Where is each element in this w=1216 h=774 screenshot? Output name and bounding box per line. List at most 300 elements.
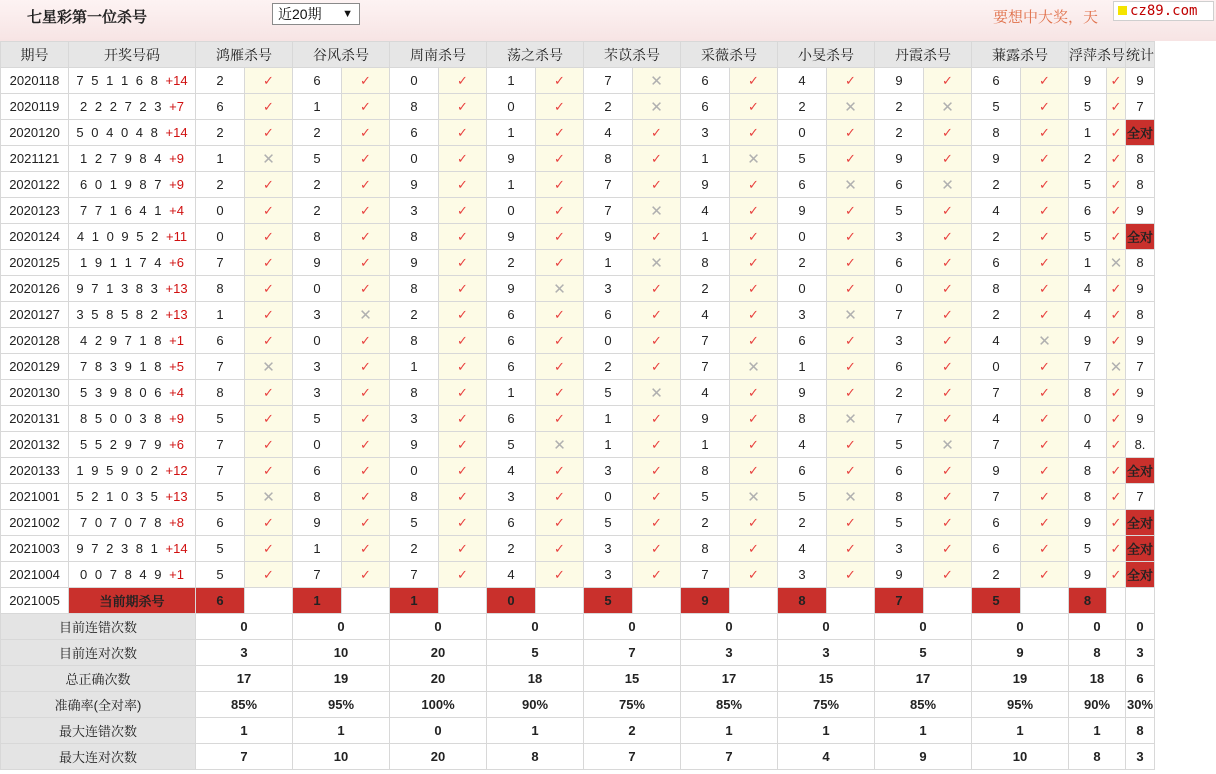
draw-numbers-cell — [69, 276, 196, 302]
kill-number-cell: 8 — [1069, 458, 1107, 484]
check-icon: ✓ — [1110, 540, 1122, 556]
kill-number-table — [0, 41, 1155, 770]
result-mark-cell — [633, 120, 681, 146]
result-mark-cell — [342, 328, 390, 354]
period-cell: 2021002 — [1, 510, 69, 536]
stat-value: 7 — [584, 744, 681, 770]
result-mark-cell — [245, 380, 293, 406]
draw-sum: +4 — [169, 203, 184, 218]
check-icon: ✓ — [457, 228, 468, 244]
draw-digits: 5 5 2 9 7 9 — [80, 437, 164, 452]
cross-icon: ✕ — [1109, 358, 1123, 376]
kill-number-cell: 9 — [390, 250, 439, 276]
check-icon: ✓ — [748, 228, 759, 244]
stat-value: 4 — [778, 744, 875, 770]
kill-number-cell: 6 — [778, 172, 827, 198]
draw-numbers-cell — [69, 458, 196, 484]
kill-number-cell: 9 — [972, 146, 1021, 172]
result-mark-cell — [536, 120, 584, 146]
kill-number-cell: 9 — [1069, 68, 1107, 94]
check-icon: ✓ — [263, 202, 274, 218]
check-icon: ✓ — [457, 566, 468, 582]
result-mark-cell — [536, 510, 584, 536]
kill-number-cell: 2 — [972, 172, 1021, 198]
check-icon: ✓ — [263, 72, 274, 88]
kill-number-cell: 5 — [293, 146, 342, 172]
result-mark-cell — [536, 198, 584, 224]
kill-number-cell: 6 — [875, 250, 924, 276]
result-mark-cell — [439, 94, 487, 120]
draw-sum: +1 — [169, 333, 184, 348]
check-icon: ✓ — [748, 540, 759, 556]
kill-number-cell: 5 — [487, 432, 536, 458]
check-icon: ✓ — [748, 306, 759, 322]
kill-number-cell: 0 — [778, 120, 827, 146]
kill-number-cell: 5 — [875, 510, 924, 536]
kill-number-cell: 6 — [487, 510, 536, 536]
result-mark-cell — [342, 484, 390, 510]
kill-number-cell: 6 — [972, 536, 1021, 562]
stat-value: 90% — [1069, 692, 1126, 718]
kill-number-cell: 0 — [487, 94, 536, 120]
draw-numbers-cell — [69, 94, 196, 120]
draw-digits: 5 3 9 8 0 6 — [80, 385, 164, 400]
check-icon: ✓ — [457, 410, 468, 426]
result-mark-cell — [1021, 250, 1069, 276]
check-icon: ✓ — [1039, 514, 1050, 530]
check-icon: ✓ — [263, 332, 274, 348]
result-mark-cell — [536, 354, 584, 380]
result-mark-cell — [439, 198, 487, 224]
check-icon: ✓ — [1110, 488, 1122, 504]
current-empty-cell — [1107, 588, 1126, 614]
check-icon: ✓ — [360, 280, 371, 296]
draw-numbers-cell — [69, 432, 196, 458]
stat-cell: 8. — [1126, 432, 1155, 458]
result-mark-cell — [730, 432, 778, 458]
kill-number-cell: 6 — [293, 68, 342, 94]
table-row — [1, 146, 1155, 172]
cross-icon: ✕ — [262, 488, 275, 506]
result-mark-cell — [827, 224, 875, 250]
result-mark-cell — [633, 458, 681, 484]
table-row — [1, 276, 1155, 302]
header-expert: 鸿雁杀号 — [196, 42, 293, 68]
stat-value: 0 — [584, 614, 681, 640]
all-correct-badge: 全对 — [1126, 120, 1155, 146]
kill-number-cell: 1 — [681, 224, 730, 250]
check-icon: ✓ — [1110, 176, 1122, 192]
site-logo[interactable] — [1113, 1, 1214, 21]
current-kill-label: 当前期杀号 — [69, 588, 196, 614]
result-mark-cell — [342, 94, 390, 120]
check-icon: ✓ — [457, 384, 468, 400]
result-mark-cell — [536, 328, 584, 354]
check-icon: ✓ — [263, 384, 274, 400]
kill-number-cell: 9 — [293, 250, 342, 276]
check-icon: ✓ — [1110, 514, 1122, 530]
stat-label: 最大连错次数 — [1, 718, 196, 744]
draw-digits: 7 5 1 1 6 8 — [76, 73, 160, 88]
cross-icon: ✕ — [844, 306, 857, 324]
check-icon: ✓ — [360, 150, 371, 166]
kill-number-cell: 3 — [875, 536, 924, 562]
check-icon: ✓ — [360, 228, 371, 244]
result-mark-cell — [439, 380, 487, 406]
kill-number-cell: 8 — [390, 484, 439, 510]
kill-number-cell: 1 — [293, 94, 342, 120]
kill-number-cell: 4 — [972, 328, 1021, 354]
kill-number-cell: 5 — [681, 484, 730, 510]
kill-number-cell: 5 — [972, 94, 1021, 120]
kill-number-cell: 8 — [584, 146, 633, 172]
current-kill-number: 1 — [293, 588, 342, 614]
result-mark-cell — [536, 94, 584, 120]
check-icon: ✓ — [457, 358, 468, 374]
stat-label: 目前连对次数 — [1, 640, 196, 666]
check-icon: ✓ — [942, 306, 953, 322]
check-icon: ✓ — [651, 306, 662, 322]
kill-number-cell: 6 — [875, 172, 924, 198]
current-empty-cell — [536, 588, 584, 614]
check-icon: ✓ — [748, 462, 759, 478]
kill-number-cell: 6 — [390, 120, 439, 146]
table-row — [1, 250, 1155, 276]
stat-value: 7 — [681, 744, 778, 770]
check-icon: ✓ — [360, 358, 371, 374]
check-icon: ✓ — [1110, 124, 1122, 140]
result-mark-cell — [924, 510, 972, 536]
current-period-row — [1, 588, 1155, 614]
result-mark-cell — [439, 250, 487, 276]
draw-numbers-cell — [69, 380, 196, 406]
check-icon: ✓ — [360, 566, 371, 582]
check-icon: ✓ — [457, 488, 468, 504]
stat-value: 5 — [875, 640, 972, 666]
kill-number-cell: 6 — [778, 458, 827, 484]
stat-value: 10 — [293, 640, 390, 666]
stat-value: 20 — [390, 666, 487, 692]
check-icon: ✓ — [748, 436, 759, 452]
header-expert: 荡之杀号 — [487, 42, 584, 68]
result-mark-cell — [633, 354, 681, 380]
kill-number-cell: 0 — [778, 224, 827, 250]
result-mark-cell — [1107, 406, 1126, 432]
kill-number-cell: 6 — [196, 94, 245, 120]
stat-cell: 9 — [1126, 198, 1155, 224]
draw-sum: +9 — [169, 177, 184, 192]
kill-number-cell: 0 — [584, 328, 633, 354]
stat-value: 3 — [196, 640, 293, 666]
check-icon: ✓ — [748, 124, 759, 140]
stat-total: 6 — [1126, 666, 1155, 692]
result-mark-cell — [536, 536, 584, 562]
result-mark-cell — [1021, 562, 1069, 588]
result-mark-cell — [342, 458, 390, 484]
check-icon: ✓ — [942, 566, 953, 582]
check-icon: ✓ — [845, 228, 856, 244]
check-icon: ✓ — [651, 462, 662, 478]
result-mark-cell — [1107, 120, 1126, 146]
kill-number-cell: 9 — [487, 224, 536, 250]
check-icon: ✓ — [1039, 384, 1050, 400]
check-icon: ✓ — [360, 254, 371, 270]
current-stat-empty — [1126, 588, 1155, 614]
check-icon: ✓ — [651, 514, 662, 530]
result-mark-cell — [342, 120, 390, 146]
kill-number-cell: 8 — [390, 224, 439, 250]
check-icon: ✓ — [942, 488, 953, 504]
result-mark-cell — [1021, 68, 1069, 94]
kill-number-cell: 5 — [196, 406, 245, 432]
current-kill-number: 6 — [196, 588, 245, 614]
check-icon: ✓ — [457, 72, 468, 88]
result-mark-cell — [1021, 432, 1069, 458]
period-cell: 2021121 — [1, 146, 69, 172]
result-mark-cell — [1021, 354, 1069, 380]
cross-icon: ✕ — [747, 488, 760, 506]
chevron-down-icon: ▼ — [342, 8, 353, 20]
result-mark-cell — [1107, 510, 1126, 536]
kill-number-cell: 3 — [584, 536, 633, 562]
check-icon: ✓ — [1110, 98, 1122, 114]
result-mark-cell — [439, 276, 487, 302]
stat-value: 9 — [972, 640, 1069, 666]
result-mark-cell — [439, 328, 487, 354]
check-icon: ✓ — [1039, 202, 1050, 218]
check-icon: ✓ — [1039, 228, 1050, 244]
kill-number-cell: 8 — [972, 276, 1021, 302]
result-mark-cell — [439, 406, 487, 432]
draw-digits: 5 0 4 0 4 8 — [76, 125, 160, 140]
check-icon: ✓ — [554, 410, 565, 426]
table-row — [1, 380, 1155, 406]
current-empty-cell — [730, 588, 778, 614]
kill-number-cell: 0 — [1069, 406, 1107, 432]
check-icon: ✓ — [263, 514, 274, 530]
result-mark-cell — [1021, 120, 1069, 146]
kill-number-cell: 6 — [487, 406, 536, 432]
stat-value: 8 — [1069, 640, 1126, 666]
result-mark-cell — [827, 172, 875, 198]
result-mark-cell — [827, 458, 875, 484]
kill-number-cell: 2 — [875, 94, 924, 120]
draw-digits: 2 2 2 7 2 3 — [80, 99, 164, 114]
result-mark-cell — [245, 536, 293, 562]
kill-number-cell: 6 — [875, 458, 924, 484]
kill-number-cell: 4 — [584, 120, 633, 146]
kill-number-cell: 9 — [972, 458, 1021, 484]
result-mark-cell — [342, 354, 390, 380]
result-mark-cell — [730, 406, 778, 432]
result-mark-cell — [633, 484, 681, 510]
check-icon: ✓ — [942, 540, 953, 556]
check-icon: ✓ — [263, 176, 274, 192]
kill-number-cell: 0 — [196, 198, 245, 224]
kill-number-cell: 1 — [584, 432, 633, 458]
table-row — [1, 536, 1155, 562]
kill-number-cell: 3 — [584, 458, 633, 484]
current-kill-number: 5 — [584, 588, 633, 614]
check-icon: ✓ — [1110, 566, 1122, 582]
check-icon: ✓ — [651, 124, 662, 140]
period-select-value: 近20期 — [278, 6, 322, 22]
result-mark-cell — [536, 484, 584, 510]
result-mark-cell — [245, 354, 293, 380]
result-mark-cell — [342, 146, 390, 172]
result-mark-cell — [633, 172, 681, 198]
check-icon: ✓ — [1039, 540, 1050, 556]
result-mark-cell — [1107, 562, 1126, 588]
result-mark-cell — [633, 224, 681, 250]
check-icon: ✓ — [360, 72, 371, 88]
check-icon: ✓ — [845, 462, 856, 478]
check-icon: ✓ — [651, 358, 662, 374]
result-mark-cell — [924, 120, 972, 146]
kill-number-cell: 5 — [196, 484, 245, 510]
result-mark-cell — [827, 328, 875, 354]
period-cell: 2020126 — [1, 276, 69, 302]
draw-numbers-cell — [69, 224, 196, 250]
result-mark-cell — [342, 250, 390, 276]
check-icon: ✓ — [554, 124, 565, 140]
draw-numbers-cell — [69, 250, 196, 276]
result-mark-cell — [1021, 484, 1069, 510]
period-cell: 2020133 — [1, 458, 69, 484]
result-mark-cell — [1107, 276, 1126, 302]
kill-number-cell: 3 — [778, 302, 827, 328]
kill-number-cell: 3 — [293, 380, 342, 406]
current-empty-cell — [1021, 588, 1069, 614]
stat-value: 95% — [293, 692, 390, 718]
kill-number-cell: 6 — [293, 458, 342, 484]
stat-value: 19 — [972, 666, 1069, 692]
stat-label: 最大连对次数 — [1, 744, 196, 770]
header-expert: 周南杀号 — [390, 42, 487, 68]
result-mark-cell — [633, 276, 681, 302]
kill-number-cell: 8 — [390, 328, 439, 354]
result-mark-cell — [730, 68, 778, 94]
check-icon: ✓ — [457, 540, 468, 556]
header-expert: 谷风杀号 — [293, 42, 390, 68]
draw-numbers-cell — [69, 536, 196, 562]
check-icon: ✓ — [845, 566, 856, 582]
current-kill-number: 0 — [487, 588, 536, 614]
kill-number-cell: 8 — [293, 484, 342, 510]
draw-digits: 7 7 1 6 4 1 — [80, 203, 164, 218]
result-mark-cell — [245, 68, 293, 94]
result-mark-cell — [245, 302, 293, 328]
kill-number-cell: 8 — [875, 484, 924, 510]
kill-number-cell: 7 — [972, 484, 1021, 510]
result-mark-cell — [342, 536, 390, 562]
result-mark-cell — [342, 224, 390, 250]
result-mark-cell — [924, 432, 972, 458]
result-mark-cell — [730, 146, 778, 172]
kill-number-cell: 7 — [584, 68, 633, 94]
draw-sum: +12 — [165, 463, 188, 478]
result-mark-cell — [439, 510, 487, 536]
kill-number-cell: 9 — [681, 406, 730, 432]
check-icon: ✓ — [263, 436, 274, 452]
kill-number-cell: 4 — [681, 302, 730, 328]
stat-value: 75% — [584, 692, 681, 718]
kill-number-cell: 5 — [1069, 536, 1107, 562]
check-icon: ✓ — [554, 98, 565, 114]
period-select[interactable] — [272, 3, 360, 25]
draw-digits: 0 0 7 8 4 9 — [80, 567, 164, 582]
check-icon: ✓ — [651, 410, 662, 426]
header-stat: 统计 — [1126, 42, 1155, 68]
check-icon: ✓ — [748, 202, 759, 218]
stat-value: 15 — [584, 666, 681, 692]
kill-number-cell: 6 — [681, 68, 730, 94]
stat-value: 17 — [196, 666, 293, 692]
all-correct-badge: 全对 — [1126, 536, 1155, 562]
check-icon: ✓ — [942, 410, 953, 426]
table-header-row — [1, 42, 1155, 68]
cross-icon: ✕ — [747, 150, 760, 168]
result-mark-cell — [730, 536, 778, 562]
cross-icon: ✕ — [262, 358, 275, 376]
check-icon: ✓ — [554, 150, 565, 166]
result-mark-cell — [1107, 432, 1126, 458]
table-row — [1, 406, 1155, 432]
check-icon: ✓ — [1039, 254, 1050, 270]
period-cell: 2020118 — [1, 68, 69, 94]
kill-number-cell: 3 — [875, 328, 924, 354]
result-mark-cell — [342, 380, 390, 406]
kill-number-cell: 7 — [681, 562, 730, 588]
check-icon: ✓ — [360, 176, 371, 192]
check-icon: ✓ — [263, 306, 274, 322]
result-mark-cell — [1021, 302, 1069, 328]
result-mark-cell — [1107, 380, 1126, 406]
check-icon: ✓ — [263, 540, 274, 556]
result-mark-cell — [439, 224, 487, 250]
stat-value: 0 — [972, 614, 1069, 640]
check-icon: ✓ — [554, 306, 565, 322]
kill-number-cell: 9 — [1069, 562, 1107, 588]
result-mark-cell — [439, 120, 487, 146]
stat-value: 9 — [875, 744, 972, 770]
result-mark-cell — [924, 328, 972, 354]
check-icon: ✓ — [1110, 228, 1122, 244]
current-period-cell: 2021005 — [1, 588, 69, 614]
check-icon: ✓ — [1039, 124, 1050, 140]
kill-number-cell: 1 — [196, 146, 245, 172]
kill-number-cell: 2 — [390, 536, 439, 562]
header-draw: 开奖号码 — [69, 42, 196, 68]
result-mark-cell — [924, 276, 972, 302]
result-mark-cell — [342, 510, 390, 536]
result-mark-cell — [730, 250, 778, 276]
check-icon: ✓ — [1039, 280, 1050, 296]
result-mark-cell — [1107, 198, 1126, 224]
check-icon: ✓ — [748, 280, 759, 296]
result-mark-cell — [245, 172, 293, 198]
result-mark-cell — [245, 276, 293, 302]
result-mark-cell — [342, 198, 390, 224]
cross-icon: ✕ — [844, 488, 857, 506]
check-icon: ✓ — [651, 228, 662, 244]
result-mark-cell — [924, 250, 972, 276]
stat-value: 0 — [875, 614, 972, 640]
table-row — [1, 562, 1155, 588]
result-mark-cell — [1021, 146, 1069, 172]
check-icon: ✓ — [651, 436, 662, 452]
check-icon: ✓ — [651, 176, 662, 192]
